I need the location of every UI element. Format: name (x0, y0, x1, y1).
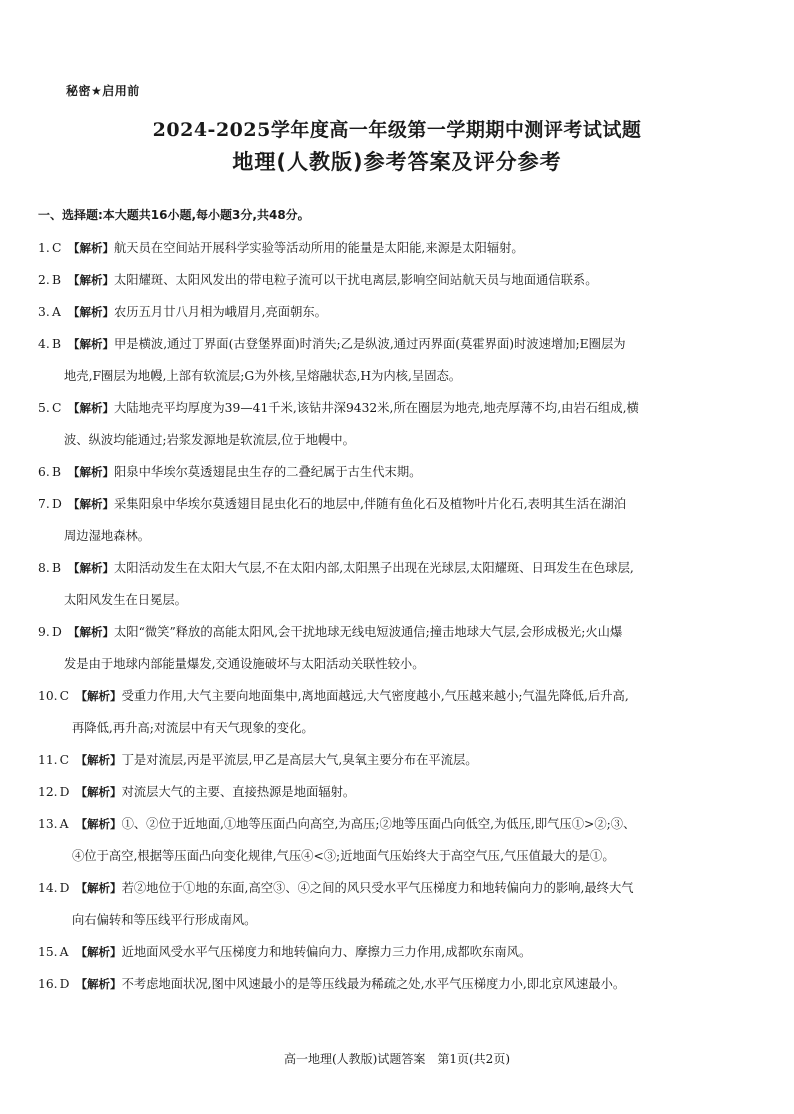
answer-item (38, 392, 738, 456)
answer-list (38, 232, 738, 1000)
answer-choice: D (52, 497, 62, 511)
analysis-tag: 【解析】 (75, 977, 122, 991)
answer-choice: B (52, 273, 62, 287)
answer-item (38, 744, 738, 776)
exam-title: 2024-2025学年度高一年级第一学期期中测评考试试题 (152, 119, 642, 141)
answer-choice: D (59, 881, 70, 895)
answer-item (38, 552, 738, 616)
analysis-tag: 【解析】 (68, 625, 114, 639)
analysis-text: 农历五月廿八月相为峨眉月,亮面朝东。 (114, 305, 327, 319)
answer-item (38, 616, 738, 680)
answer-choice: C (59, 689, 69, 703)
analysis-text: ①、②位于近地面,①地等压面凸向高空,为高压;②地等压面凸向低空,为低压,即气压①>②;③、 (121, 817, 636, 831)
question-number: 11. (38, 753, 58, 767)
analysis-text: 阳泉中华埃尔莫透翅昆虫生存的二叠纪属于古生代末期。 (114, 465, 422, 479)
analysis-tag: 【解析】 (68, 497, 114, 511)
answer-item (38, 968, 738, 1000)
analysis-tag: 【解析】 (75, 785, 122, 799)
answer-item (38, 808, 738, 872)
analysis-tag: 【解析】 (68, 401, 114, 415)
analysis-text-continued: 再降低,再升高;对流层中有天气现象的变化。 (72, 721, 314, 735)
answer-choice: A (59, 817, 69, 831)
analysis-text: 太阳活动发生在太阳大气层,不在太阳内部,太阳黑子出现在光球层,太阳耀斑、日珥发生在色球层, (114, 561, 634, 575)
analysis-text: 甲是横波,通过丁界面(古登堡界面)时消失;乙是纵波,通过丙界面(莫霍界面)时波速增加;E圈层为 (114, 337, 626, 351)
answer-choice: D (52, 625, 62, 639)
answer-item (38, 776, 738, 808)
answer-choice: C (52, 241, 62, 255)
question-number: 5. (38, 401, 50, 415)
answer-item (38, 296, 738, 328)
answer-item (38, 488, 738, 552)
answer-item (38, 328, 738, 392)
question-number: 9. (38, 625, 50, 639)
analysis-text-continued: 地壳,F圈层为地幔,上部有软流层;G为外核,呈熔融状态,H为内核,呈固态。 (64, 369, 462, 383)
answer-choice: D (59, 977, 70, 991)
analysis-text-continued: 周边湿地森林。 (64, 529, 151, 543)
analysis-tag: 【解析】 (68, 305, 114, 319)
confidential-label: 秘密★启用前 (66, 84, 140, 98)
analysis-tag: 【解析】 (68, 337, 114, 351)
analysis-text-continued: 发是由于地球内部能量爆发,交通设施破坏与太阳活动关联性较小。 (64, 657, 425, 671)
analysis-text: 太阳耀斑、太阳风发出的带电粒子流可以干扰电离层,影响空间站航天员与地面通信联系。 (114, 273, 598, 287)
question-number: 6. (38, 465, 50, 479)
answer-choice: B (52, 337, 62, 351)
question-number: 4. (38, 337, 50, 351)
section-heading: 一、选择题:本大题共16小题,每小题3分,共48分。 (38, 208, 310, 222)
answer-choice: B (52, 465, 62, 479)
analysis-tag: 【解析】 (68, 465, 114, 479)
answer-choice: C (52, 401, 62, 415)
answer-choice: A (52, 305, 61, 319)
analysis-text-continued: 向右偏转和等压线平行形成南风。 (72, 913, 257, 927)
question-number: 14. (38, 881, 58, 895)
question-number: 16. (38, 977, 58, 991)
question-number: 1. (38, 241, 50, 255)
answer-item (38, 872, 738, 936)
answer-choice: C (59, 753, 69, 767)
question-number: 10. (38, 689, 58, 703)
answer-item (38, 456, 738, 488)
analysis-tag: 【解析】 (75, 817, 122, 831)
analysis-text: 航天员在空间站开展科学实验等活动所用的能量是太阳能,来源是太阳辐射。 (114, 241, 524, 255)
analysis-text: 受重力作用,大气主要向地面集中,离地面越远,大气密度越小,气压越来越小;气温先降低,后升高, (121, 689, 629, 703)
analysis-text: 不考虑地面状况,图中风速最小的是等压线最为稀疏之处,水平气压梯度力小,即北京风速最小。 (121, 977, 626, 991)
analysis-text-continued: 太阳风发生在日冕层。 (64, 593, 187, 607)
analysis-text: 丁是对流层,丙是平流层,甲乙是高层大气,臭氧主要分布在平流层。 (121, 753, 478, 767)
analysis-text: 近地面风受水平气压梯度力和地转偏向力、摩擦力三力作用,成都吹东南风。 (121, 945, 532, 959)
question-number: 7. (38, 497, 50, 511)
question-number: 12. (38, 785, 58, 799)
analysis-text: 对流层大气的主要、直接热源是地面辐射。 (121, 785, 356, 799)
analysis-text: 大陆地壳平均厚度为39—41千米,该钻井深9432米,所在圈层为地壳,地壳厚薄不均,由岩石组成,横 (114, 401, 639, 415)
answer-key-title: 地理(人教版)参考答案及评分参考 (232, 150, 562, 174)
question-number: 3. (38, 305, 50, 319)
question-number: 15. (38, 945, 58, 959)
analysis-tag: 【解析】 (68, 561, 114, 575)
question-number: 2. (38, 273, 50, 287)
analysis-tag: 【解析】 (75, 753, 122, 767)
question-number: 8. (38, 561, 50, 575)
analysis-text: 若②地位于①地的东面,高空③、④之间的风只受水平气压梯度力和地转偏向力的影响,最终大气 (121, 881, 634, 895)
answer-choice: D (59, 785, 70, 799)
question-number: 13. (38, 817, 58, 831)
answer-item (38, 232, 738, 264)
answer-item (38, 264, 738, 296)
answer-choice: B (52, 561, 62, 575)
answer-item (38, 680, 738, 744)
page-footer: 高一地理(人教版)试题答案 第1页(共2页) (284, 1052, 510, 1066)
answer-item (38, 936, 738, 968)
analysis-tag: 【解析】 (75, 881, 122, 895)
analysis-tag: 【解析】 (75, 689, 122, 703)
analysis-text-continued: 波、纵波均能通过;岩浆发源地是软流层,位于地幔中。 (64, 433, 355, 447)
analysis-tag: 【解析】 (68, 241, 114, 255)
analysis-tag: 【解析】 (75, 945, 122, 959)
analysis-text-continued: ④位于高空,根据等压面凸向变化规律,气压④<③;近地面气压始终大于高空气压,气压值最大的是①。 (72, 849, 615, 863)
answer-choice: A (59, 945, 69, 959)
analysis-text: 采集阳泉中华埃尔莫透翅目昆虫化石的地层中,伴随有鱼化石及植物叶片化石,表明其生活在湖泊 (114, 497, 626, 511)
analysis-text: 太阳“微笑”释放的高能太阳风,会干扰地球无线电短波通信;撞击地球大气层,会形成极光;火山爆 (114, 625, 623, 639)
analysis-tag: 【解析】 (68, 273, 114, 287)
